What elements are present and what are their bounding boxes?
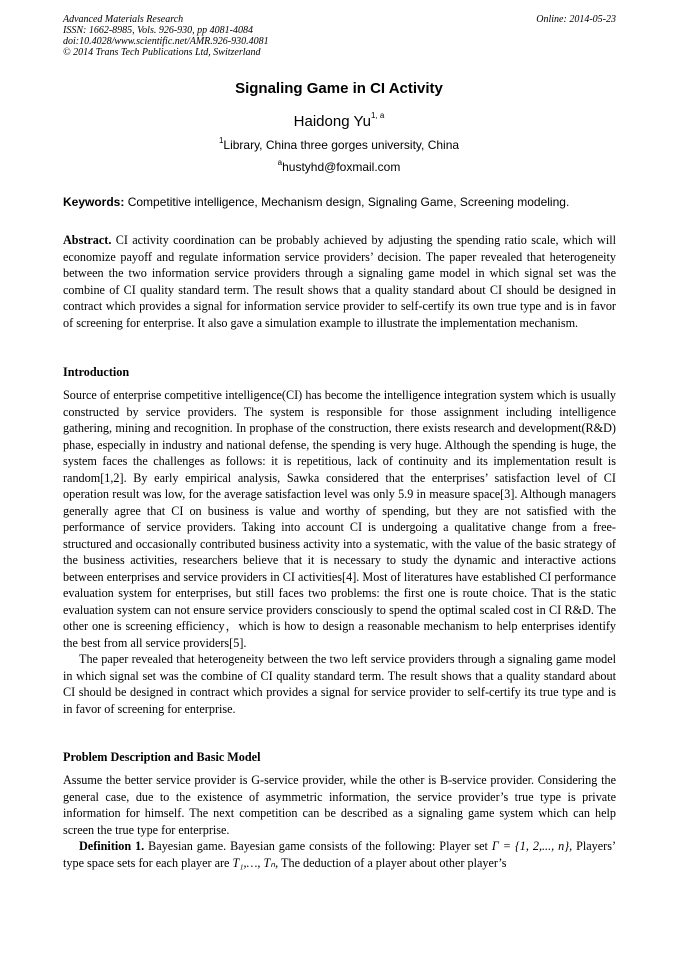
abstract-label: Abstract. <box>63 233 112 247</box>
definition-text-1: Bayesian game. Bayesian game consists of the following: Player set <box>148 839 488 853</box>
email-text[interactable]: hustyhd@foxmail.com <box>282 160 401 174</box>
problem-body <box>63 772 616 871</box>
author-line <box>0 113 678 130</box>
paper-title: Signaling Game in CI Activity <box>235 80 443 97</box>
introduction-heading: Introduction <box>63 365 130 379</box>
doi-line: doi:10.4028/www.scientific.net/AMR.926-930.4081 <box>63 36 269 47</box>
definition-text-3: , The deduction of a player about other player’s <box>275 855 507 870</box>
author-name: Haidong Yu <box>293 113 371 130</box>
type-space-math: T₁,…, Tₙ <box>232 855 276 870</box>
affiliation-text: Library, China three gorges university, China <box>223 138 460 152</box>
keywords-label: Keywords: <box>63 195 125 209</box>
email-line <box>0 160 678 174</box>
player-set-math: Γ = {1, 2,..., n} <box>491 839 570 853</box>
intro-paragraph-2: The paper revealed that heterogeneity between the two left service providers through a signaling game model in which signal set was the combine of CI quality standard term. The result shows that a quality standard about CI should be designed in contract which provides a signal for service provider to self-certify its true type and is in favor of screening for enterprise. <box>63 652 616 716</box>
abstract-text: CI activity coordination can be probably achieved by adjusting the spending ratio scale, which will economize payoff and regulate information service providers’ decision. The paper revealed that heterogeneity between the two information service providers through a signaling game model in which signal set was the combine of CI quality standard term. The result shows that a quality standard about CI should be designed in contract which provides a signal for information service provider to self-certify its own true type and is in favor of screening for enterprise. It also gave a simulation example to illustrate the implementation mechanism. <box>63 233 617 330</box>
definition-label: Definition 1. <box>79 839 145 853</box>
introduction-body <box>63 387 616 717</box>
definition-1 <box>63 838 616 871</box>
problem-paragraph-1: Assume the better service provider is G-service provider, while the other is B-service provider. Considering the general case, due to the existence of asymmetric information, the service provider’s true type is private information for himself. The next competition can be described as a signaling game system which can help screen the true type for enterprise. <box>63 773 616 837</box>
problem-heading: Problem Description and Basic Model <box>63 750 261 764</box>
journal-header <box>63 14 616 58</box>
keywords <box>63 195 616 209</box>
affiliation-sup: 1 <box>218 136 224 145</box>
affiliation <box>0 138 678 152</box>
journal-name: Advanced Materials Research <box>63 14 184 25</box>
online-date: Online: 2014-05-23 <box>536 14 616 25</box>
copyright-line: © 2014 Trans Tech Publications Ltd, Switzerland <box>63 47 261 58</box>
keywords-text: Competitive intelligence, Mechanism design, Signaling Game, Screening modeling. <box>127 195 570 209</box>
email-sup: a <box>277 158 283 167</box>
definition-text-2: , Players’ type space sets for each player are <box>63 839 617 870</box>
intro-paragraph-1: Source of enterprise competitive intelligence(CI) has become the intelligence integration system which is usually constructed by service providers. The system is responsible for those assignment including intelligence gathering, mining and recognition. In prophase of the construction, there exists research and development(R&D) phase, especially in industry and national defense, the spending is very huge. Although the spending is huge, the system faces the challenges as follows: it is repetitious, lack of continuity and its implementation result is random[1,2]. By early empirical analysis, Sawka considered that the enterprises’ satisfaction level of CI operation result was low, for the average satisfaction level was only 5.9 in measure space[3]. Although managers generally agree that CI on business is value and worthy of spending, but they are not satisfied with the performance of service providers. Taking into account CI is undergoing a qualitative change from a free-structured and occasionally contributed business activity into a systematic, with the value of the basic strategy of the business activities, researchers believe that it is necessary to study the dynamic and interactive actions between enterprises and service providers in CI activities[4]. Most of literatures have established CI performance evaluation system for enterprises, but still faces two problems: the first one is route choice. That is the static evaluation system can not ensure service providers consciously to spend the optimal scaled cost in CI R&D. The other one is screening efficiency，which is how to design a reasonable mechanism to help enterprises identify the best from all service providers[5]. <box>63 388 616 650</box>
author-sup: 1, a <box>370 111 385 120</box>
abstract <box>63 232 616 331</box>
issn-line: ISSN: 1662-8985, Vols. 926-930, pp 4081-4084 <box>63 25 253 36</box>
